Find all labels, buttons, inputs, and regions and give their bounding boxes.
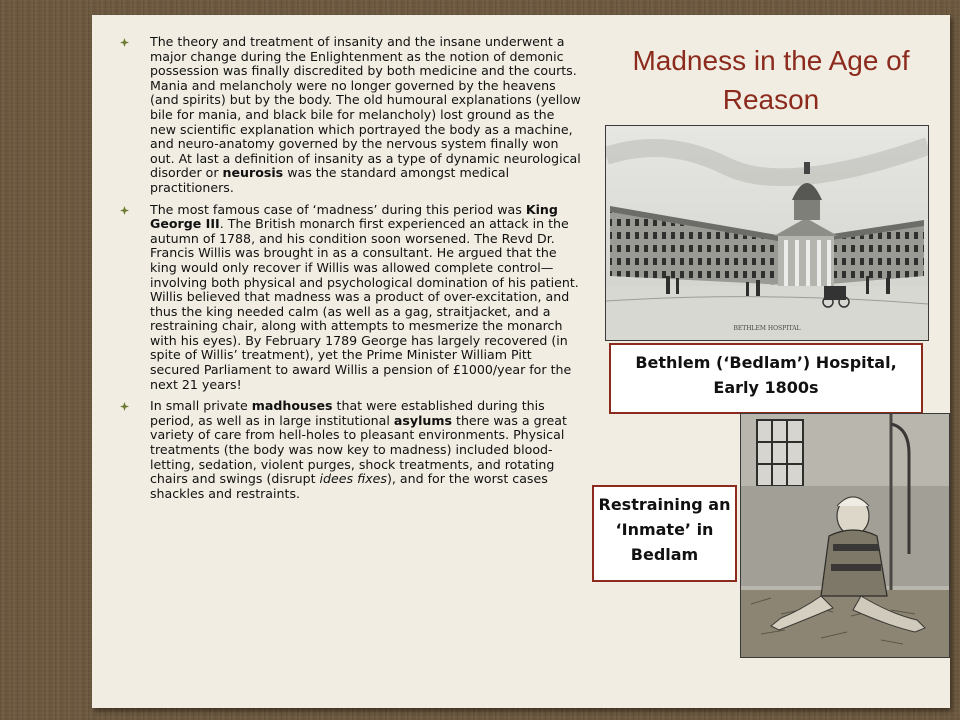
hospital-caption [609, 343, 923, 414]
italic-term: idees fixes [319, 471, 387, 487]
engraving-label: BETHLEM HOSPITAL [733, 325, 801, 332]
hospital-caption-text: Bethlem (‘Bedlam’) Hospital, Early 1800s [635, 353, 897, 397]
text-segment: In small private [150, 398, 252, 414]
leaf-bullet-icon [120, 402, 129, 411]
inmate-caption [592, 485, 737, 582]
bullet-item [110, 399, 582, 501]
slide [92, 15, 950, 708]
hospital-engraving [605, 125, 929, 341]
bullet-list [110, 35, 582, 508]
text-segment: The theory and treatment of insanity and the insane underwent a major change during the Enlightenment as the notion of demonic possession was finally discredited by both medicine and the courts. Mania and melancholy were no longer governed by the heavens (and spirits) but by the body. The old humoural explanations (yellow bile for mania, and black bile for melancholy) lost ground as the new scientific explanation which portrayed the body as a machine, and neuro-anatomy governed by the nervous system finally won out. At last a definition of insanity as a type of dynamic neurological disorder or [150, 34, 581, 181]
bullet-text [150, 202, 579, 392]
bold-term: madhouses [251, 398, 333, 414]
text-segment: . The British monarch first experienced an attack in the autumn of 1788, and his condition soon worsened. The Revd Dr. Francis Willis was brought in as a consultant. He argued that the king would only recover if Willis was allowed complete control—involving both physical and psychological domination of his patient. Willis believed that madness was a product of over-excitation, and thus the king needed calm (as well as a gag, straitjacket, and a restraining chair, along with attempts to mesmerize the monarch with his eyes). By February 1789 George has largely recovered (in spite of Willis’ treatment), yet the Prime Minister William Pitt secured Parliament to award Willis a pension of £1000/year for the next 21 years! [150, 216, 579, 392]
text-segment: there was a great variety of care from hell-holes to pleasant environments. Physical treatments (the body was now key to madness) included blood-letting, sedation, violent purges, shock treatments, and rotating chairs and swings (disrupt [150, 412, 567, 487]
bold-term: neurosis [222, 165, 284, 181]
hospital-engraving-art [606, 126, 928, 340]
inmate-engraving [740, 413, 950, 658]
bold-term: asylums [393, 412, 452, 428]
text-segment: was the standard amongst medical practitioners. [150, 165, 510, 195]
text-segment: that were established during this period, as well as in large institutional [150, 398, 545, 428]
bullet-text [150, 34, 581, 195]
bullet-text [150, 398, 567, 501]
leaf-bullet-icon [120, 38, 129, 47]
text-segment: ), and for the worst cases shackles and restraints. [150, 471, 548, 501]
slide-title: Madness in the Age of Reason [632, 45, 910, 115]
leaf-bullet-icon [120, 206, 129, 215]
bullet-item [110, 35, 582, 196]
inmate-caption-text: Restraining an ‘Inmate’ in Bedlam [598, 495, 731, 564]
bold-term: King George III [150, 201, 558, 232]
bullet-item [110, 203, 582, 393]
text-segment: The most famous case of ‘madness’ during this period was [150, 201, 526, 217]
inmate-engraving-art [741, 414, 949, 657]
